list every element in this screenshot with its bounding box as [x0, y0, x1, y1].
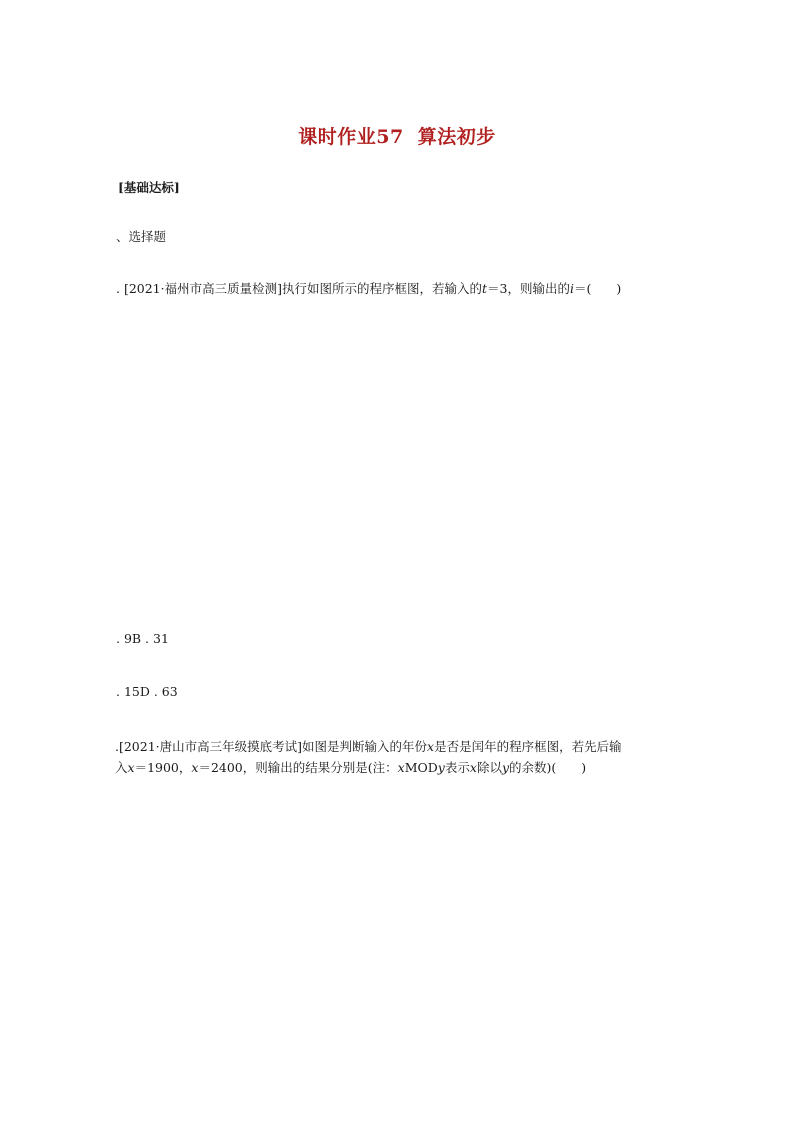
question-1-text-mid: ＝3，则输出的: [487, 281, 570, 296]
question-2-text: 表示: [444, 760, 470, 775]
question-2-text: 入: [115, 760, 128, 775]
variable-y: y: [437, 760, 445, 775]
variable-x: x: [191, 760, 199, 775]
question-2-text: MOD: [404, 760, 438, 775]
variable-x: x: [127, 760, 135, 775]
section-heading: [基础达标]: [118, 180, 180, 195]
variable-x: x: [469, 760, 477, 775]
variable-i: i: [570, 281, 574, 296]
question-2-text: 除以: [476, 760, 502, 775]
question-2-line-1: [115, 737, 622, 757]
question-2-text: ＝1900，: [134, 760, 192, 775]
title-topic: 算法初步: [417, 126, 496, 148]
variable-t: t: [482, 281, 488, 296]
variable-x: x: [427, 739, 435, 754]
question-1: [116, 279, 621, 299]
subsection-heading: 、选择题: [116, 229, 167, 244]
title-main: 课时作业57: [298, 126, 404, 148]
question-1-options-row-1: . 9B . 31: [116, 631, 169, 646]
page-title: [0, 122, 794, 149]
question-2-text-cont: 是否是闰年的程序框图，若先后输: [434, 739, 622, 754]
question-1-text: . [2021·福州市高三质量检测]执行如图所示的程序框图，若输入的: [116, 281, 482, 296]
variable-y: y: [501, 760, 510, 775]
question-2-text: ＝2400，则输出的结果分别是(注：: [198, 760, 398, 775]
question-2-text: .[2021·唐山市高三年级摸底考试]如图是判断输入的年份: [115, 739, 428, 754]
question-2-line-2: [115, 758, 586, 778]
variable-x: x: [397, 760, 405, 775]
question-1-answer-blank: ＝( ): [574, 281, 622, 296]
question-2-answer-blank: 的余数)( ): [509, 760, 587, 775]
question-1-options-row-2: . 15D . 63: [116, 684, 178, 699]
